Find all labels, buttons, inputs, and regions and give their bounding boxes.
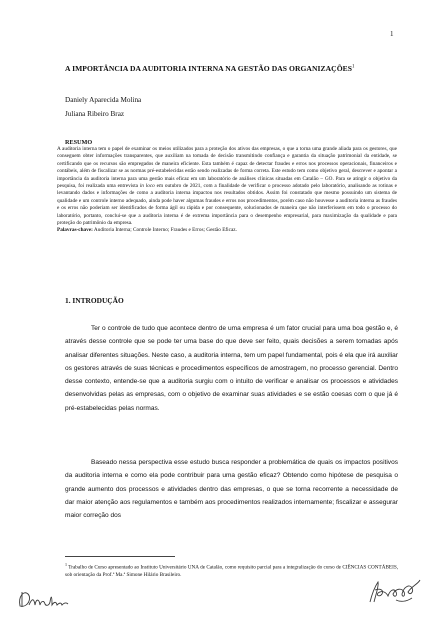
intro-paragraph-2-text: Baseado nessa perspectiva esse estudo busca responder a problemática de quais os impactos positivos da auditoria interna e como ela pode contribuir para uma gestão eficaz? Obtendo como hipótese de pesquisa o grande aumento dos processos e atividades dentro das empresas, o que se torna recorrente a necessidade de dar maior atenção aos regulamentos e também aos procedimentos realizados internamente; fiscalizar e assegurar maior correção dos xyxy=(65,459,398,520)
page-number: 1 xyxy=(390,30,394,38)
intro-paragraph-1-text: Ter o controle de tudo que acontece dentro de uma empresa é um fator crucial para uma boa gestão e, é através desse controle que se pode ter uma base do que deve ser feito, quais decisões a serem tomadas após analisar diferentes situações. Neste caso, a auditoria interna, tem um papel fundamental, pois é ela que irá auxiliar os gestores através de suas técnicas e procedimentos específicos de amostragem, no processo gerencial. Dentro desse contexto, entende-se que a auditoria surgiu com o intuito de verificar e analisar os processos e atividades desenvolvidas pelas as empresas, com o objetivo de examinar suas atividades e se estão coesas com o que já é pré-estabelecidas pelas normas. xyxy=(65,325,398,412)
footnote-marker: 1 xyxy=(65,562,67,567)
keywords-text: Auditoria Interna; Controle Interno; Fraudes e Erros; Gestão Eficaz. xyxy=(92,227,237,234)
abstract-body xyxy=(57,146,397,235)
section-heading: 1. INTRODUÇÃO xyxy=(65,296,124,305)
signature-right xyxy=(366,576,424,606)
footnote-text: Trabalho de Curso apresentado ao Instituto Universitário UNA de Catalão, como requisito parcial para a integralização do curso de CIÊNCIAS CONTÁBEIS, sob orientação da Prof.ª Ma.ª Simone Hilário Brasileiro. xyxy=(65,564,398,578)
intro-paragraph-2 xyxy=(65,456,398,522)
title-text: A IMPORTÂNCIA DA AUDITORIA INTERNA NA GESTÃO DAS ORGANIZAÇÕES xyxy=(65,64,353,73)
abstract-text-part1: A auditoria interna tem o papel de examinar os meios utilizados para a proteção dos ativos das empresas, o que a torna uma grande aliada para os gestores, que conseguem obter informações transparentes, que auxiliam na tomada de decisão transmitindo confiança e garantia da situação patrimonial da entidade, se certificando que os recursos são empregados de maneira eficiente. Esta também é capaz de detectar fraudes e erros nos processos operacionais, financeiros e contábeis, além de fiscalizar se as normas pré-estabelecidas estão sendo realizadas de forma correta. Este estudo tem como objetivo geral, descrever e apontar a importância da auditoria interna para uma gestão mais eficaz em um laboratório de análises clínicas situadas em Catalão – GO. Para se atingir o objetivo da pesquisa, foi realizada uma entrevista xyxy=(57,146,397,190)
abstract-in-loco: in loco xyxy=(139,183,155,190)
paper-title xyxy=(65,64,375,73)
intro-paragraph-1 xyxy=(65,322,398,415)
abstract-heading: RESUMO xyxy=(65,139,93,146)
signature-left xyxy=(14,586,74,612)
keywords-label: Palavras-chave: xyxy=(57,227,93,234)
footnote-divider xyxy=(65,556,175,557)
abstract-text-part2: em outubro de 2021, com a finalidade de verificar o processo adotado pelo laboratório, analisando as rotinas e levantando dados e informações de como a auditoria interna impactou nos resultados obtidos. Assim foi constatado que mesmo possuindo um sistema de qualidade e um controle interno adequado, ainda pode haver algumas fraudes e erros nos procedimentos, porém caso não houvesse a auditoria interna as fraudes e os erros não poderiam ser identificados de forma ágil ou rápida e por consequente, solucionados de maneira que não interferissem em todo o processo do laboratório, portanto, conclui-se que a auditoria interna é de extrema importância para o desempenho empresarial, para maximização da qualidade e para proteção do patrimônio da empresa. xyxy=(57,183,397,227)
footnote xyxy=(65,561,398,579)
author-1: Daniely Aparecida Molina xyxy=(65,96,142,104)
author-2: Juliana Ribeiro Braz xyxy=(65,110,125,118)
title-footnote-marker: 1 xyxy=(352,64,355,70)
